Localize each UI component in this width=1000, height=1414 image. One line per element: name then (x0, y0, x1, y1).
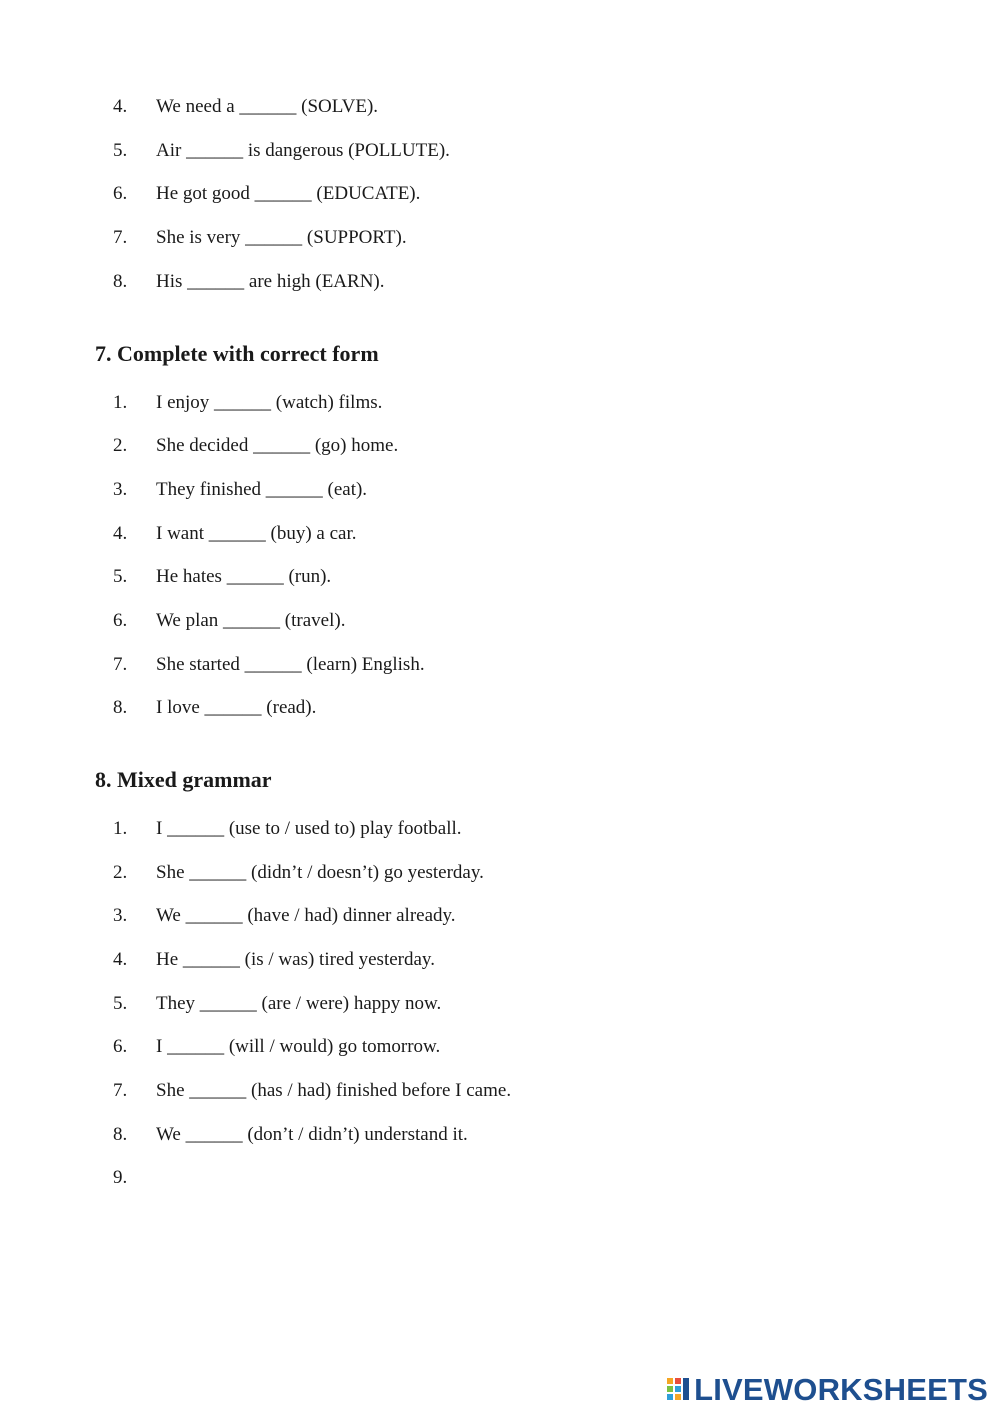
worksheet-page: 4. We need a ______ (SOLVE). 5. Air ______ is dangerous (POLLUTE). 6. He got good ______ (EDUCATE). 7. She is very ______ (SUPPORT). 8. His ______ are high (EARN). 7. Complete with correct form 1. I enjoy ______ (watch) films. 2. She decided ______ (go) home. 3. They finished ______ (eat). 4. I want ______ (buy) a car. 5. He hates ______ (run). 6. We plan ______ (travel). 7. She started ______ (learn) English. 8. I love ______ (read). 8. Mixed grammar 1. I ______ (use to / used to) play football. 2. She ______ (didn’t / doesn’t) go yesterday. 3. We ______ (have / had) dinner already. 4. He ______ (is / was) tired yesterday. 5. They ______ (are / were) happy now. 6. I ______ (will / would) go tomorrow. 7. She ______ (has / had) finished before I came. 8. We ______ (don’t / didn’t) understand it. 9. LIVEWORKSHEETS (0, 0, 1000, 1414)
section-heading: 8. Mixed grammar (95, 767, 272, 792)
liveworksheets-logo-icon (666, 1376, 690, 1404)
liveworksheets-logo[interactable] (666, 1370, 988, 1410)
liveworksheets-logo-text: LIVEWORKSHEETS (694, 1372, 988, 1407)
section-heading: 7. Complete with correct form (95, 341, 379, 366)
